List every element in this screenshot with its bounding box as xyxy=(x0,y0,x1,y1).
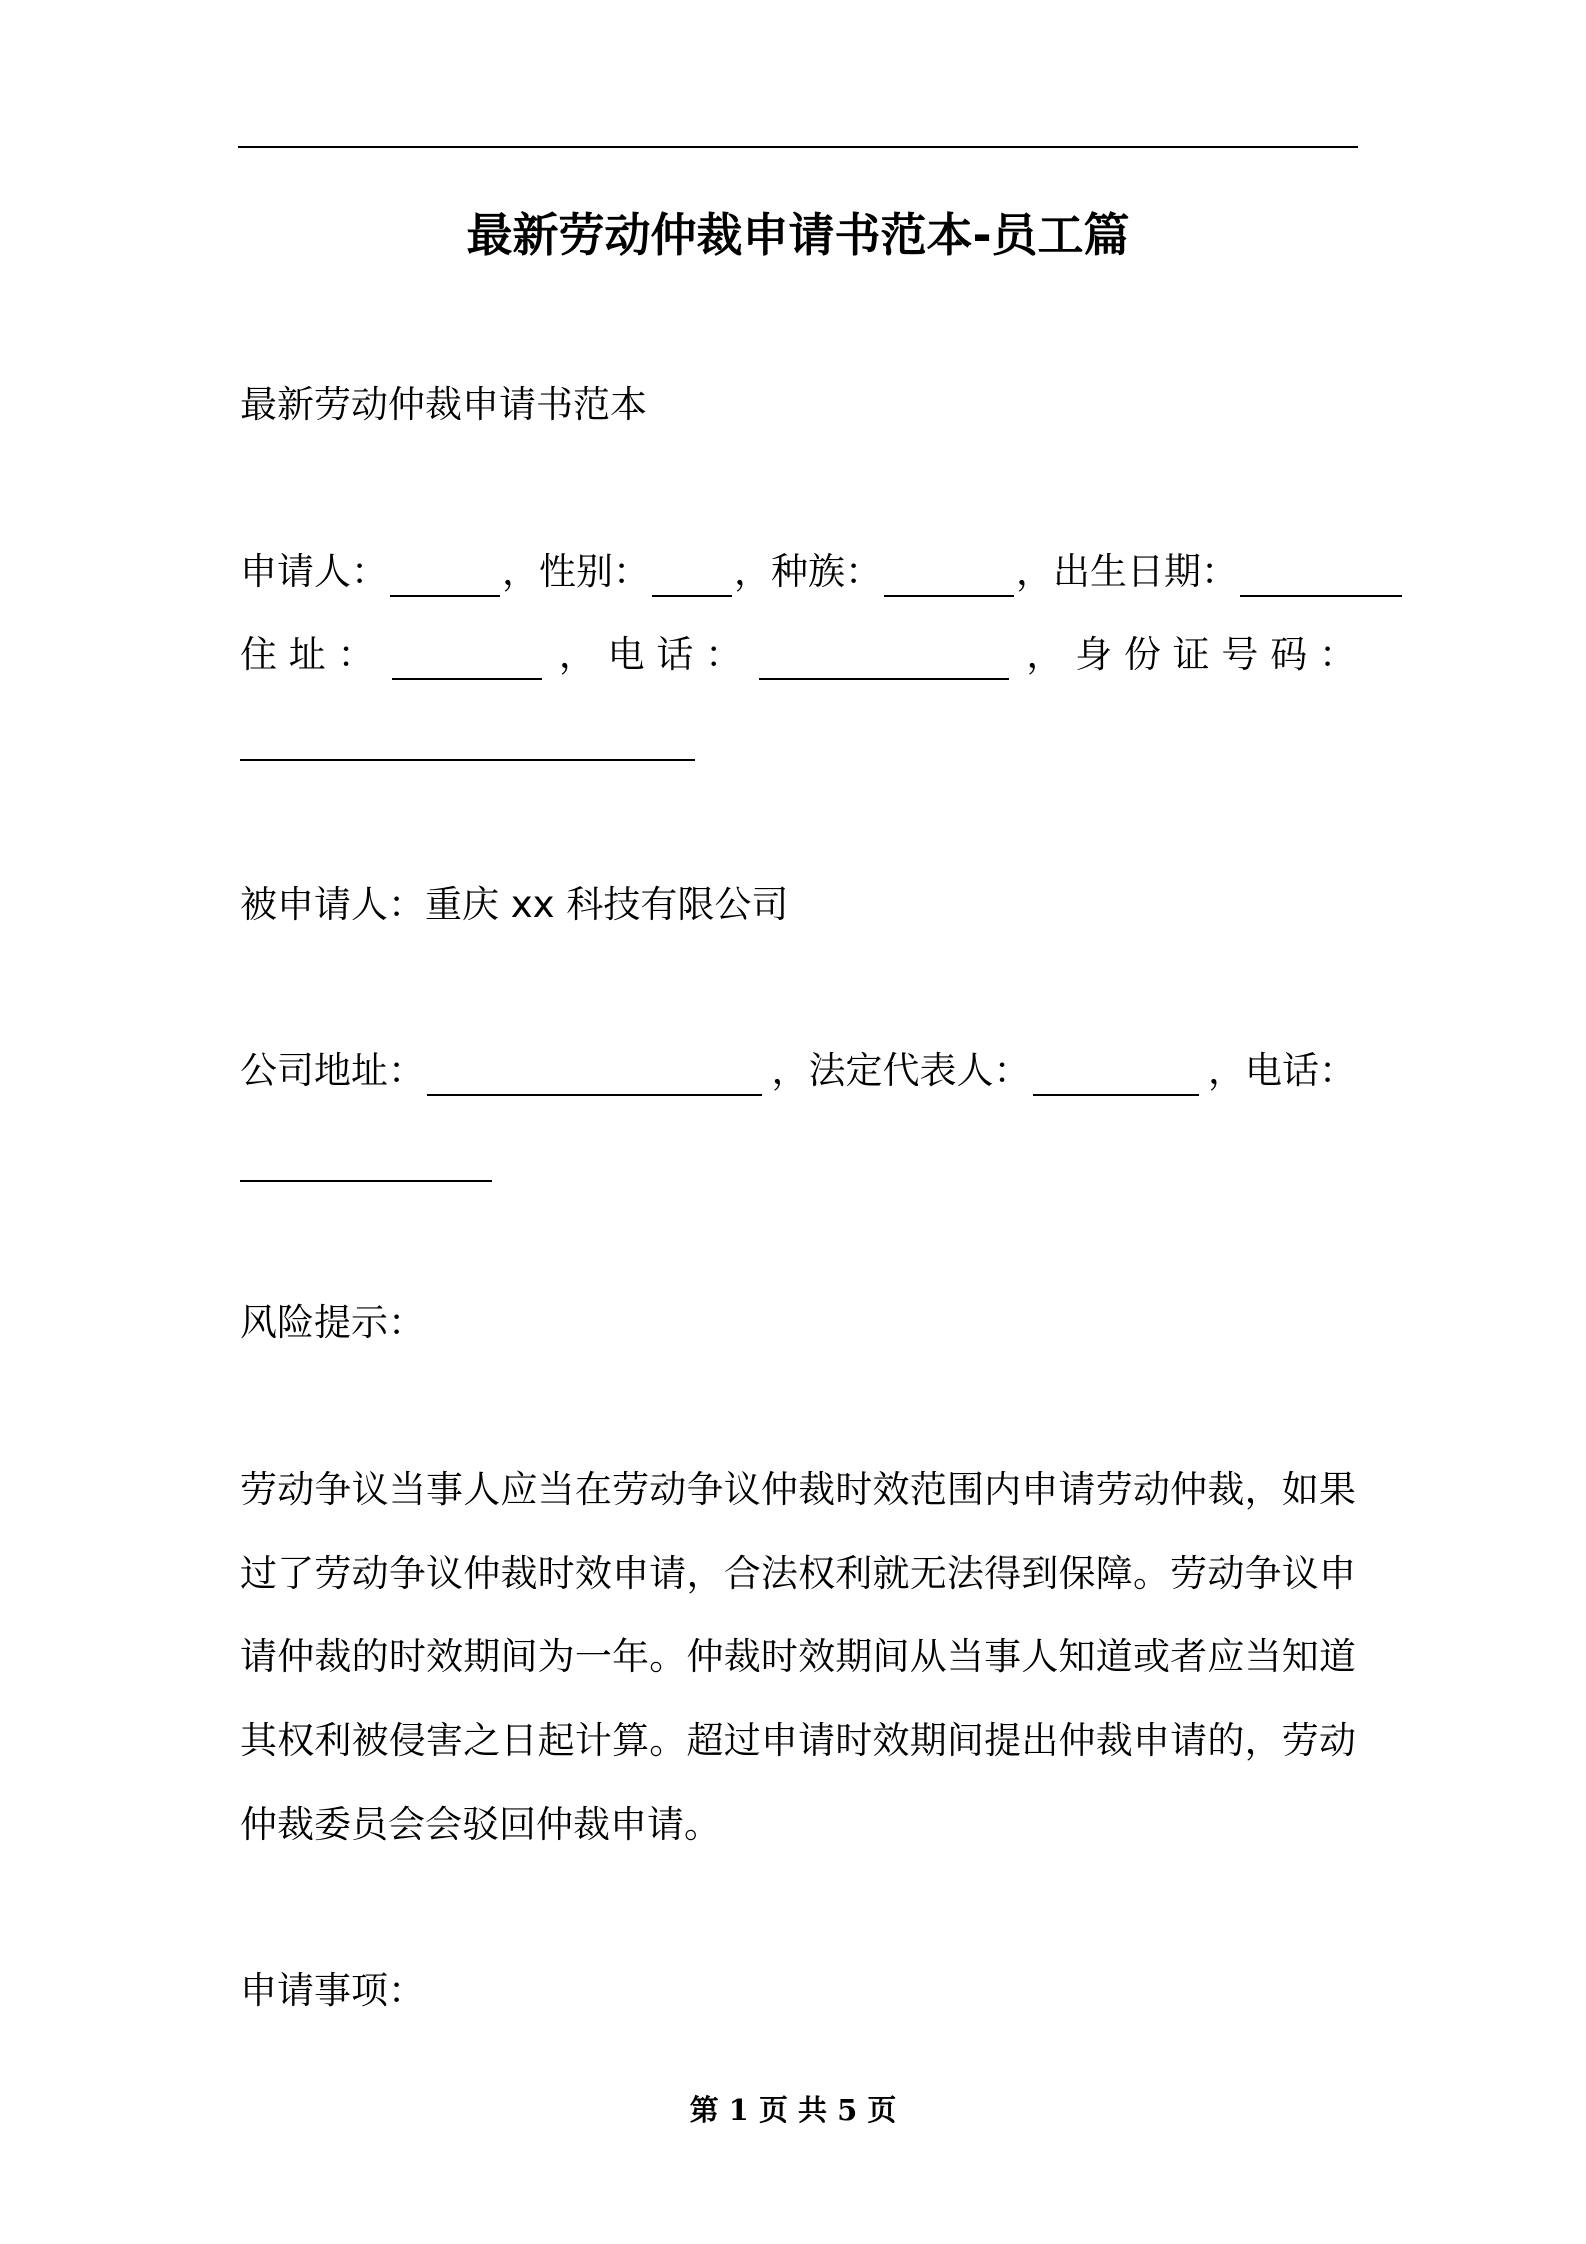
applicant-id-label: ， 身 份 证 号 码 ： xyxy=(1026,633,1356,676)
claims-heading: 申请事项： xyxy=(240,1969,425,2012)
applicant-ethnicity-field: ，种族： xyxy=(734,547,1016,597)
legal-rep-field: ，法定代表人： xyxy=(772,1046,1201,1096)
id-number-blank xyxy=(240,759,695,761)
ethnicity-blank xyxy=(884,555,1014,597)
applicant-name-field: 申请人： xyxy=(240,547,502,597)
gender-blank xyxy=(652,555,732,597)
risk-heading: 风险提示： xyxy=(240,1301,425,1344)
company-info-line xyxy=(240,1046,1356,1096)
applicant-info-line-2 xyxy=(240,630,1356,680)
respondent-line: 被申请人：重庆 xx 科技有限公司 xyxy=(240,883,789,926)
applicant-gender-field: ，性别： xyxy=(502,547,734,597)
address-blank xyxy=(392,638,542,680)
legal-rep-blank xyxy=(1033,1054,1199,1096)
birthdate-blank xyxy=(1240,555,1402,597)
company-phone-blank xyxy=(240,1180,492,1182)
applicant-address-label: 住 址 ： xyxy=(240,633,375,676)
applicant-phone-label: ， 电 话 ： xyxy=(558,633,743,676)
name-blank xyxy=(390,555,500,597)
risk-paragraph-line: 其权利被侵害之日起计算。超过申请时效期间提出仲裁申请的，劳动 xyxy=(240,1719,1356,1762)
document-title: 最新劳动仲裁申请书范本-员工篇 xyxy=(466,208,1130,262)
company-phone-label: ，电话： xyxy=(1208,1049,1356,1092)
header-rule xyxy=(238,146,1358,148)
applicant-info-line-1 xyxy=(240,547,1356,597)
page-footer: 第 1 页 共 5 页 xyxy=(689,2093,897,2127)
risk-paragraph-line: 仲裁委员会会驳回仲裁申请。 xyxy=(240,1803,721,1846)
applicant-birthdate-field: ，出生日期： xyxy=(1016,547,1404,597)
risk-paragraph-line: 请仲裁的时效期间为一年。仲裁时效期间从当事人知道或者应当知道 xyxy=(240,1635,1356,1678)
document-subtitle: 最新劳动仲裁申请书范本 xyxy=(240,383,647,426)
company-address-blank xyxy=(427,1054,762,1096)
risk-paragraph-line: 劳动争议当事人应当在劳动争议仲裁时效范围内申请劳动仲裁，如果 xyxy=(240,1468,1356,1511)
company-address-field: 公司地址： xyxy=(240,1046,764,1096)
phone-blank xyxy=(759,638,1009,680)
risk-paragraph-line: 过了劳动争议仲裁时效申请，合法权利就无法得到保障。劳动争议申 xyxy=(240,1552,1356,1595)
